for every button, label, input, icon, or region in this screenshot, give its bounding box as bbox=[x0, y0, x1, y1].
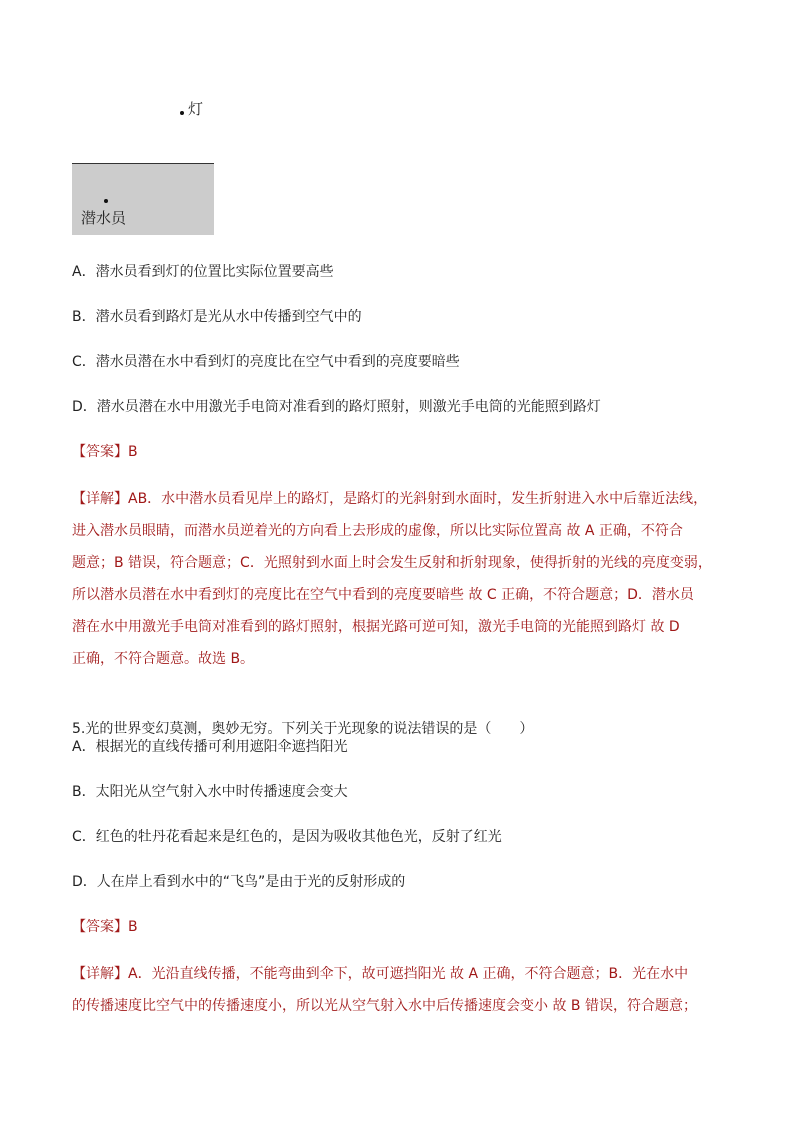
q5-option-b bbox=[72, 783, 348, 801]
option-text: 潜水员潜在水中看到灯的亮度比在空气中看到的亮度要暗些 bbox=[95, 354, 460, 370]
option-text: 潜水员潜在水中用激光手电筒对准看到的路灯照射，则激光手电筒的光能照到路灯 bbox=[96, 399, 601, 415]
lamp-label: 灯 bbox=[188, 100, 204, 118]
answer-value: B bbox=[128, 919, 138, 935]
q4-answer bbox=[72, 443, 138, 461]
q5-stem: 5.光的世界变幻莫测，奥妙无穷。下列关于光现象的说法错误的是（ ） bbox=[72, 721, 534, 737]
q4-option-d bbox=[72, 398, 601, 416]
q5-detail bbox=[72, 958, 724, 1022]
option-text: 人在岸上看到水中的“飞鸟”是由于光的反射形成的 bbox=[96, 874, 406, 890]
option-letter: D． bbox=[72, 874, 97, 890]
answer-tag: 【答案】 bbox=[72, 444, 128, 460]
answer-value: B bbox=[128, 444, 138, 460]
detail-tag: 【详解】 bbox=[72, 966, 128, 982]
detail-line: 的传播速度比空气中的传播速度小，所以光从空气射入水中后传播速度会变小 故 B 错误，符合题意； bbox=[72, 998, 697, 1014]
diver-label: 潜水员 bbox=[81, 209, 127, 227]
option-letter: D． bbox=[72, 399, 97, 415]
detail-line: 正确，不符合题意。故选 B。 bbox=[72, 651, 255, 667]
diver-dot bbox=[104, 199, 108, 203]
q5-option-a bbox=[72, 738, 348, 756]
q4-detail bbox=[72, 483, 724, 675]
detail-line: 题意；B 错误，符合题意；C．光照射到水面上时会发生反射和折射现象，使得折射的光线的亮度变弱， bbox=[72, 555, 712, 571]
detail-line: 潜在水中用激光手电筒对准看到的路灯照射，根据光路可逆可知，激光手电筒的光能照到路灯 故 D bbox=[72, 619, 680, 635]
q4-option-b bbox=[72, 308, 362, 326]
detail-line: 所以潜水员潜在水中看到灯的亮度比在空气中看到的亮度要暗些 故 C 正确，不符合题意；D．潜水员 bbox=[72, 587, 694, 603]
detail-line: 【详解】AB．水中潜水员看见岸上的路灯，是路灯的光斜射到水面时，发生折射进入水中后靠近法线， bbox=[72, 491, 708, 507]
option-letter: A． bbox=[72, 739, 96, 755]
q4-option-c bbox=[72, 353, 460, 371]
option-text: 红色的牡丹花看起来是红色的，是因为吸收其他色光，反射了红光 bbox=[95, 829, 502, 845]
q5-answer bbox=[72, 918, 138, 936]
option-letter: B． bbox=[72, 309, 96, 325]
option-letter: A． bbox=[72, 264, 96, 280]
q5-option-c bbox=[72, 828, 502, 846]
lamp-dot bbox=[180, 111, 184, 115]
detail-line: 【详解】A．光沿直线传播，不能弯曲到伞下，故可遮挡阳光 故 A 正确，不符合题意；B．光在水中 bbox=[72, 966, 689, 982]
option-letter: C． bbox=[72, 829, 96, 845]
option-text: 太阳光从空气射入水中时传播速度会变大 bbox=[95, 784, 348, 800]
option-letter: C． bbox=[72, 354, 96, 370]
answer-tag: 【答案】 bbox=[72, 919, 128, 935]
detail-tag: 【详解】 bbox=[72, 491, 128, 507]
option-text: 潜水员看到路灯是光从水中传播到空气中的 bbox=[95, 309, 362, 325]
option-letter: B． bbox=[72, 784, 96, 800]
option-text: 潜水员看到灯的位置比实际位置要高些 bbox=[95, 264, 334, 280]
q4-option-a bbox=[72, 263, 334, 281]
q5-option-d bbox=[72, 873, 405, 891]
detail-line: 进入潜水员眼睛，而潜水员逆着光的方向看上去形成的虚像，所以比实际位置高 故 A 正确，不符合 bbox=[72, 523, 683, 539]
option-text: 根据光的直线传播可利用遮阳伞遮挡阳光 bbox=[95, 739, 348, 755]
